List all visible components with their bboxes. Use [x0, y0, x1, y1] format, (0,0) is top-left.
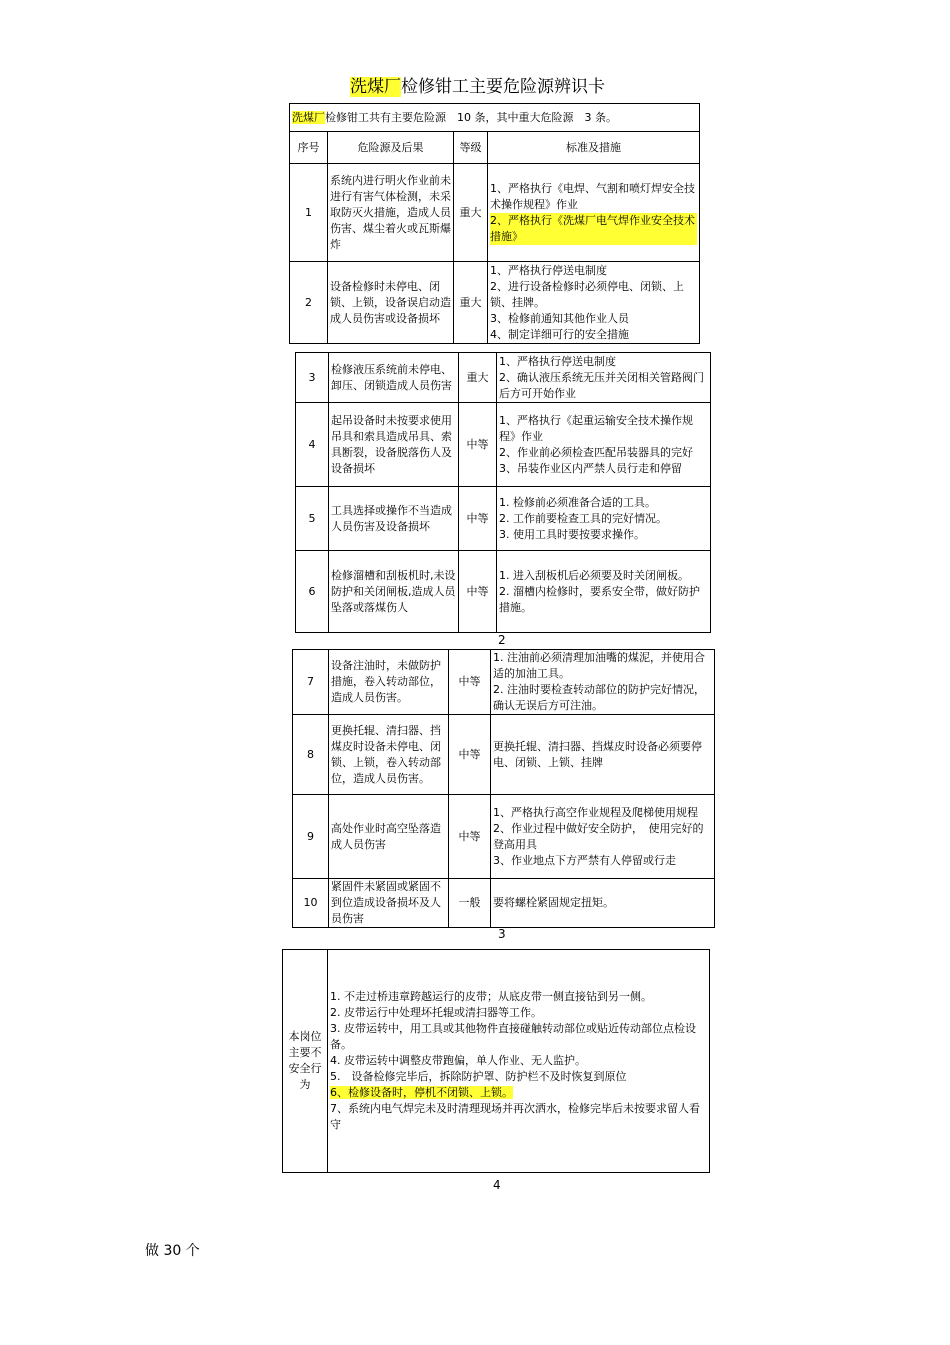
row-seq: 4 [296, 403, 329, 487]
measure-line: 4、制定详细可行的安全措施 [490, 327, 629, 341]
row-measures [491, 715, 715, 795]
row-seq: 7 [293, 650, 329, 715]
row-level: 中等 [449, 715, 491, 795]
unsafe-items [328, 950, 710, 1173]
row-level: 重大 [454, 262, 488, 344]
page-number: 3 [498, 927, 506, 941]
footer-note: 做 30 个 [145, 1243, 200, 1259]
measure-line: 2. 注油时要检查转动部位的防护完好情况，确认无误后方可注油。 [493, 683, 705, 712]
row-seq: 3 [296, 353, 329, 403]
measure-line: 1、严格执行停送电制度 [490, 263, 607, 277]
row-measures [488, 262, 700, 344]
measure-line: 1. 注油前必须清理加油嘴的煤泥，并使用合适的加油工具。 [493, 651, 705, 680]
row-hazard: 起吊设备时未按要求使用吊具和索具造成吊具、索具断裂，设备脱落伤人及设备损坏 [329, 403, 459, 487]
table-row [296, 353, 711, 403]
row-seq: 5 [296, 487, 329, 551]
header-hazard: 危险源及后果 [328, 132, 454, 164]
unsafe-item: 1. 不走过桥违章跨越运行的皮带；从底皮带一侧直接钻到另一侧。 [330, 990, 652, 1003]
row-measures [491, 879, 715, 928]
row-level: 中等 [459, 551, 497, 633]
measure-line: 3、吊装作业区内严禁人员行走和停留 [499, 461, 682, 475]
summary-text: 检修钳工共有主要危险源 10 条，其中重大危险源 3 条。 [325, 110, 617, 124]
measure-line: 2、确认液压系统无压并关闭相关管路阀门后方可开始作业 [499, 370, 704, 400]
row-seq: 2 [290, 262, 328, 344]
row-seq: 9 [293, 795, 329, 879]
row-seq: 10 [293, 879, 329, 928]
page-number: 4 [493, 1178, 501, 1192]
row-measures [497, 353, 711, 403]
unsafe-item: 4. 皮带运转中调整皮带跑偏，单人作业、无人监护。 [330, 1054, 586, 1067]
measure-line: 3. 使用工具时要按要求操作。 [499, 527, 645, 541]
hazard-table-part1 [289, 103, 700, 344]
row-hazard: 更换托辊、清扫器、挡煤皮时设备未停电、闭锁、上锁，卷入转动部位，造成人员伤害。 [329, 715, 449, 795]
row-measures [488, 164, 700, 262]
row-measures [491, 650, 715, 715]
measure-line: 3、检修前通知其他作业人员 [490, 311, 629, 325]
table-row [293, 715, 715, 795]
page-title [350, 74, 605, 100]
row-level: 中等 [459, 487, 497, 551]
row-hazard: 工具选择或操作不当造成人员伤害及设备损坏 [329, 487, 459, 551]
row-seq: 6 [296, 551, 329, 633]
row-level: 中等 [449, 795, 491, 879]
table-row [293, 795, 715, 879]
header-level: 等级 [454, 132, 488, 164]
row-hazard: 设备注油时，未做防护措施，卷入转动部位，造成人员伤害。 [329, 650, 449, 715]
unsafe-behavior-table [282, 949, 710, 1173]
measure-line: 1、严格执行《电焊、气割和喷灯焊安全技术操作规程》作业 [490, 181, 695, 211]
row-hazard: 设备检修时未停电、闭锁、上锁，设备误启动造成人员伤害或设备损坏 [328, 262, 454, 344]
measure-line: 2. 溜槽内检修时，要系安全带，做好防护措施。 [499, 584, 700, 614]
row-hazard: 高处作业时高空坠落造成人员伤害 [329, 795, 449, 879]
measure-line: 2、进行设备检修时必须停电、闭锁、上锁、挂牌。 [490, 279, 684, 309]
row-measures [491, 795, 715, 879]
measure-line: 1. 进入刮板机后必须要及时关闭闸板。 [499, 568, 689, 582]
row-hazard: 检修液压系统前未停电、卸压、闭锁造成人员伤害 [329, 353, 459, 403]
measure-line: 要将螺栓紧固规定扭矩。 [493, 896, 614, 909]
measure-line: 更换托辊、清扫器、挡煤皮时设备必须要停电、闭锁、上锁、挂牌 [493, 739, 702, 769]
row-measures [497, 551, 711, 633]
row-level: 重大 [459, 353, 497, 403]
table-row [296, 487, 711, 551]
unsafe-item: 7、系统内电气焊完未及时清理现场并再次洒水，检修完毕后未按要求留人看守 [330, 1102, 700, 1131]
title-rest: 检修钳工主要危险源辨识卡 [401, 77, 605, 97]
measure-line: 1. 检修前必须准备合适的工具。 [499, 495, 656, 509]
unsafe-item-highlighted: 6、检修设备时，停机不闭锁、上锁。 [330, 1086, 513, 1099]
measure-line: 1、严格执行停送电制度 [499, 354, 616, 368]
unsafe-item: 5. 设备检修完毕后，拆除防护罩、防护栏不及时恢复到原位 [330, 1070, 627, 1083]
measure-line: 2、作业过程中做好安全防护， 使用完好的登高用具 [493, 821, 704, 851]
row-level: 中等 [449, 650, 491, 715]
header-measures: 标准及措施 [488, 132, 700, 164]
measure-line: 2、作业前必须检查匹配吊装器具的完好 [499, 445, 693, 459]
unsafe-label: 本岗位主要不安全行为 [283, 950, 328, 1173]
measure-line: 1、严格执行《起重运输安全技术操作规程》作业 [499, 413, 693, 443]
header-seq: 序号 [290, 132, 328, 164]
summary-highlight: 洗煤厂 [292, 110, 325, 124]
table-row [296, 551, 711, 633]
row-seq: 8 [293, 715, 329, 795]
row-hazard: 紧固件未紧固或紧固不到位造成设备损坏及人员伤害 [329, 879, 449, 928]
table-row [293, 879, 715, 928]
hazard-table-part3 [292, 649, 715, 928]
table-row [293, 650, 715, 715]
measure-line-highlighted: 2、严格执行《洗煤厂电气焊作业安全技术措施》 [490, 213, 695, 243]
unsafe-item: 2. 皮带运行中处理坏托辊或清扫器等工作。 [330, 1006, 542, 1019]
hazard-table-part2 [295, 352, 711, 633]
measure-line: 1、严格执行高空作业规程及爬梯使用规程 [493, 805, 698, 819]
row-level: 一般 [449, 879, 491, 928]
measure-line: 2. 工作前要检查工具的完好情况。 [499, 511, 667, 525]
row-level: 中等 [459, 403, 497, 487]
row-hazard: 系统内进行明火作业前未进行有害气体检测，未采取防灭火措施，造成人员伤害、煤尘着火或瓦斯爆炸 [328, 164, 454, 262]
row-level: 重大 [454, 164, 488, 262]
row-measures [497, 403, 711, 487]
unsafe-item: 3. 皮带运转中，用工具或其他物件直接碰触转动部位或贴近传动部位点检设备。 [330, 1022, 696, 1051]
title-highlight: 洗煤厂 [350, 77, 401, 97]
table-row [290, 262, 700, 344]
row-seq: 1 [290, 164, 328, 262]
summary-cell [290, 104, 700, 132]
table-row [296, 403, 711, 487]
row-measures [497, 487, 711, 551]
table-row [290, 164, 700, 262]
row-hazard: 检修溜槽和刮板机时,未设防护和关闭闸板,造成人员坠落或落煤伤人 [329, 551, 459, 633]
measure-line: 3、作业地点下方严禁有人停留或行走 [493, 853, 676, 867]
page-number: 2 [498, 633, 506, 647]
